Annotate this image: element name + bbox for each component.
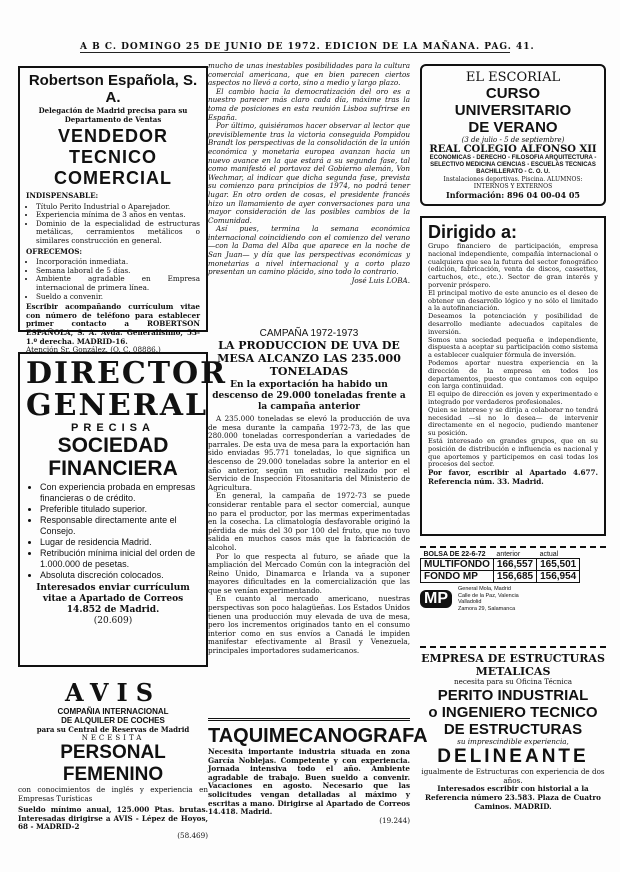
empresa-l7: su imprescindible experiencia, — [457, 736, 569, 746]
req-item: • Retribución mínima inicial del orden de 1.000.000 de pesetas. — [40, 548, 200, 570]
paragraph: Así pues, termina la semana económica internacional coincidiendo con el comienzo del verano —con la Dama del Alba que aparece en la noche de San Juan— y día que las perspectivas económicas y monetarias a nivel internacional y a corto plazo presentan un camino plácido, sino todo lo contrario. — [208, 224, 410, 277]
paragraph: El principal motivo de este anuncio es el deseo de obtener un desarrollo lógico y no sólo el limitado a la autofinanciación. — [428, 288, 598, 313]
empresa-l8: DELINEANTE — [437, 746, 589, 768]
avis-req: con conocimientos de inglés y experiencia en Empresas Turísticas — [18, 785, 208, 803]
avis-line: para su Central de Reservas de Madrid — [36, 725, 190, 734]
fund-row — [421, 571, 580, 583]
paragraph: mucho de unas inestables posibilidades para la cultura comercial americana, que en bien parecen ciertos aspectos no llevó a corto, sino a medio y largo plazo. — [208, 61, 410, 88]
paragraph: Por lo que respecta al futuro, se añade que la ampliación del Mercado Común con la integración del Reino Unido, Dinamarca e Irlanda va a suponer mayores dificultades en la comercialización que las que se venían experimentando. — [208, 551, 410, 595]
paragraph: Somos una sociedad pequeña e independiente, dispuesta a aceptar su participación como sistema a establecer cualquier fórmula de inversión. — [428, 335, 598, 360]
ref: (20.609) — [93, 616, 133, 626]
req-label: INDISPENSABLE: — [26, 191, 99, 200]
escorial-ad — [420, 64, 606, 206]
req-item: • Título Perito Industrial o Aparejador. — [36, 203, 200, 212]
precisa: PRECISA — [71, 422, 155, 434]
article-economy — [208, 62, 410, 285]
escorial-l3: DE VERANO — [468, 119, 558, 136]
taqui-body: Necesita importante industria situada en zona García Noblejas. Competente y con experiencia. Jornada intensiva todo el año. Ambiente agradable de trabajo. Buen sueldo a convenir. Vacaciones en agosto. Necesario que las solicitudes vengan detalladas al máximo y escritas a mano. Dirigirse al Apartado de Correos 14.418. Madrid. — [208, 747, 410, 817]
address: Zamora 29, Salamanca — [458, 605, 516, 612]
attention: Atención Sr. González. (O. C. 08886.) — [26, 345, 161, 355]
dirigido-title: Dirigido a: — [428, 222, 517, 242]
fund-name: FONDO MP — [421, 571, 494, 583]
req-item: • Lugar de residencia Madrid. — [40, 537, 200, 548]
paragraph: En cuanto al mercado americano, nuestras perspectivas son poco halagüeñas. Los Estados Unidos tienen una producción muy elevada de uva de mesa, pero los incrementos originados tanto en el consumo interior como en sus envíos a Canadá le impiden manifestar efectivamente al Brasil y Venezuela, principales importadores sudamericanos. — [208, 594, 410, 656]
offer-item: • Ambiente agradable en Empresa internacional de primera línea. — [36, 275, 200, 292]
company-name: Robertson Española, S. A. — [28, 72, 198, 106]
avis-sub: DE ALQUILER DE COCHES — [61, 716, 165, 725]
avis-sub: COMPAÑIA INTERNACIONAL — [57, 707, 169, 716]
empresa-l4: PERITO INDUSTRIAL — [437, 686, 589, 704]
page-header: A B C. DOMINGO 25 DE JUNIO DE 1972. EDICION DE LA MAÑANA. PAG. 41. — [80, 42, 535, 52]
req-item: • Dominio de la especialidad de estructuras metálicas, cerramientos metálicos o similares construcción en general. — [36, 220, 200, 246]
taqui-ad — [208, 718, 428, 825]
paragraph: En general, la campaña de 1972-73 se puede considerar rentable para el sector comercial, aunque no para el productor, por las mermas experimentadas en la cosecha. La climatología desfavorable originó la pérdida de más del 30 por 100 del fruto, que no tuvo salida en muchos casos más que la fabricación de alcohol. — [208, 491, 410, 552]
contact: Por favor, escribir al Apartado 4.677. Referencia núm. 33. Madrid. — [428, 468, 598, 486]
job-title-2: COMERCIAL — [54, 168, 172, 188]
avis-logo: AVIS — [64, 678, 162, 707]
paragraph: Deseamos la potenciación y posibilidad de desarrollo mediante adecuados capitales de inversión. — [428, 312, 598, 336]
contact: Interesados escribir con historial a la Referencia número 23.583. Plaza de Cuatro Caminos. MADRID. — [425, 784, 601, 811]
empresa-l1: EMPRESA DE ESTRUCTURAS — [421, 652, 605, 665]
escorial-l2: CURSO UNIVERSITARIO — [454, 85, 572, 119]
col-prev: anterior — [496, 551, 521, 558]
paragraph: El cambio hacia la democratización del oro es a nuestro parecer más claro cada día, máxime tras la toma de posiciones en esta reunión Lisboa sufrirse en España. — [208, 86, 410, 122]
necesita: NECESITA — [81, 734, 145, 742]
college: REAL COLEGIO ALFONSO XII — [429, 144, 597, 155]
robertson-ad — [18, 66, 208, 355]
escorial-l1: EL ESCORIAL — [465, 70, 561, 85]
dirigido-ad — [420, 216, 606, 536]
info: Información: 896 04 00-04 05 — [446, 190, 580, 200]
avis-ad — [18, 678, 208, 841]
empresa-l3: necesita para su Oficina Técnica — [453, 677, 573, 686]
bolsa-ad — [420, 546, 606, 648]
director-ad — [18, 352, 228, 667]
kicker: CAMPAÑA 1972-1973 — [259, 328, 359, 339]
fund-row — [421, 559, 580, 571]
paragraph: Quien se interese y se dirija a colaborar no tendrá necesidad —si no lo desea— de intervenir directamente en el negocio, pudiendo mantener su posición. — [428, 405, 598, 438]
extra: Instalaciones deportivas. Piscina. ALUMNOS: INTERNOS Y EXTERNOS — [443, 176, 583, 190]
offer-label: OFRECEMOS: — [26, 246, 83, 256]
subjects: ECONOMICAS - DERECHO - FILOSOFIA ARQUITECTURA - SELECTIVO MEDICINA CIENCIAS - ESCUELAS TECNICAS BACHILLERATO - C. O. U. — [429, 155, 597, 175]
paragraph: Está interesado en grandes grupos, que en su posición de distribución e influencia es nacional y que aportemos y participemos en casi todas los procesos del sector. — [428, 436, 598, 469]
empresa-l5: o INGENIERO TECNICO — [428, 703, 598, 721]
req-item: • Preferible titulado superior. — [40, 504, 200, 515]
empresa-ad — [420, 652, 606, 811]
offer-item: • Semana laboral de 5 días. — [36, 267, 200, 276]
empresa-l9: igualmente de Estructuras con experiencia de dos años. — [421, 767, 605, 785]
fund-now: 156,954 — [537, 571, 580, 583]
avis-title: PERSONAL FEMENINO — [60, 742, 166, 785]
address: Valladolid — [458, 599, 482, 605]
fund-name: MULTIFONDO — [421, 559, 494, 571]
req-item: • Responsable directamente ante el Consejo. — [40, 515, 200, 537]
paragraph: El equipo de dirección es joven y experimentado e integrado por verdaderos profesionales. — [428, 390, 598, 406]
paragraph: Por último, quisiéramos hacer observar al lector que previsiblemente tras la victoria conseguida Pompidou Brandt los perspectivas de la consolidación de la unión económica y monetaria europea avanzan hacia un nuevo avance en la que estará a su segunda fase, tal como manifestó el portavoz del Gobierno alemán, Von Wechmar, al indicar que dicha segunda fase, prevista su comienzo para principios de 1974, no podrá tener lugar. En otro orden de cosas, el presidente francés hizo un llamamiento de ayer conversaciones para una mayor consideración de las posibles cambios de la Comunidad. — [208, 121, 410, 225]
fund-prev: 156,685 — [493, 571, 536, 583]
bolsa-date: BOLSA DE 22-6-72 — [423, 551, 486, 558]
address: General Mola, Madrid — [458, 586, 511, 592]
byline: José Luis LOBA. — [351, 275, 410, 285]
article-uva — [208, 328, 410, 656]
paragraph: Podemos aportar nuestra experiencia en la dirección de la empresa en todos los departamentos, puesto que contamos con equipo con larga continuidad. — [428, 358, 598, 391]
fund-now: 165,501 — [537, 559, 580, 571]
subheadline: En la exportación ha habido un descenso de 29.000 toneladas frente a la campaña anterior — [212, 380, 406, 412]
contact: Escribir acompañando currículum vitae con número de teléfono para establecer primer contacto a ROBERTSON ESPAÑOLA, S. A. Avda. Generalísimo, 53-1.º derecha. MADRID-16. — [26, 302, 200, 346]
ref: (19.244) — [379, 815, 410, 825]
paragraph: Grupo financiero de participación, empresa nacional independiente, compañía internacional o cualquiera que sea la futura del sector fonográfico (edición, fabricación, venta de discos, cassettes, cartuchos, etc., etc.). Sector de gran interés y porvenir próspero. — [428, 242, 598, 289]
avis-terms: Sueldo mínimo anual, 125.000 Ptas. brutas. Interesadas dirigirse a AVIS - Lépez de Hoyos, 68 - MADRID-2 — [18, 805, 208, 832]
offer-item: • Incorporación inmediata. — [36, 258, 200, 267]
dates: (3 de julio - 5 de septiembre) — [461, 136, 565, 144]
mp-logo: MP — [420, 590, 452, 608]
job-title-1: VENDEDOR TECNICO — [57, 126, 168, 167]
title-financiera: FINANCIERA — [48, 457, 178, 480]
col-now: actual — [539, 551, 559, 558]
ad-intro: Delegación de Madrid precisa para su Departamento de Ventas — [38, 106, 188, 124]
empresa-l2: METALICAS — [475, 665, 551, 678]
contact: Interesados enviar currículum vitae a Apartado de Correos 14.852 de Madrid. — [36, 583, 190, 615]
address: Calle de la Paz, Valencia — [458, 592, 519, 599]
empresa-l6: DE ESTRUCTURAS — [443, 720, 583, 738]
title-director: DIRECTOR — [26, 356, 228, 391]
req-item: • Experiencia mínima de 3 años en ventas. — [36, 211, 200, 220]
paragraph: A 235.000 toneladas se elevó la producción de uva de mesa durante la campaña 1972-73, de las que 280.000 toneladas corresponderían a variedades de parrales. De esta uva de mesa para la exportación han sido enviadas 95.771 toneladas, lo que significa un descenso de 29.000 toneladas sobre la anterior en el año anterior, según un estudio realizado por el Servicio de Inspección Fitosanitaria del Ministerio de Agricultura. — [208, 414, 410, 492]
ref: (58.469) — [177, 830, 208, 840]
offer-item: • Sueldo a convenir. — [36, 293, 200, 302]
taqui-title: TAQUIMECANOGRAFA — [208, 725, 428, 747]
title-sociedad: SOCIEDAD — [57, 434, 169, 457]
headline: LA PRODUCCION DE UVA DE MESA ALCANZO LAS 235.000 TONELADAS — [217, 339, 401, 378]
req-item: • Con experiencia probada en empresas financieras o de crédito. — [40, 482, 200, 504]
fund-prev: 166,557 — [493, 559, 536, 571]
title-general: GENERAL — [26, 388, 209, 423]
req-item: • Absoluta discreción colocados. — [40, 570, 200, 581]
